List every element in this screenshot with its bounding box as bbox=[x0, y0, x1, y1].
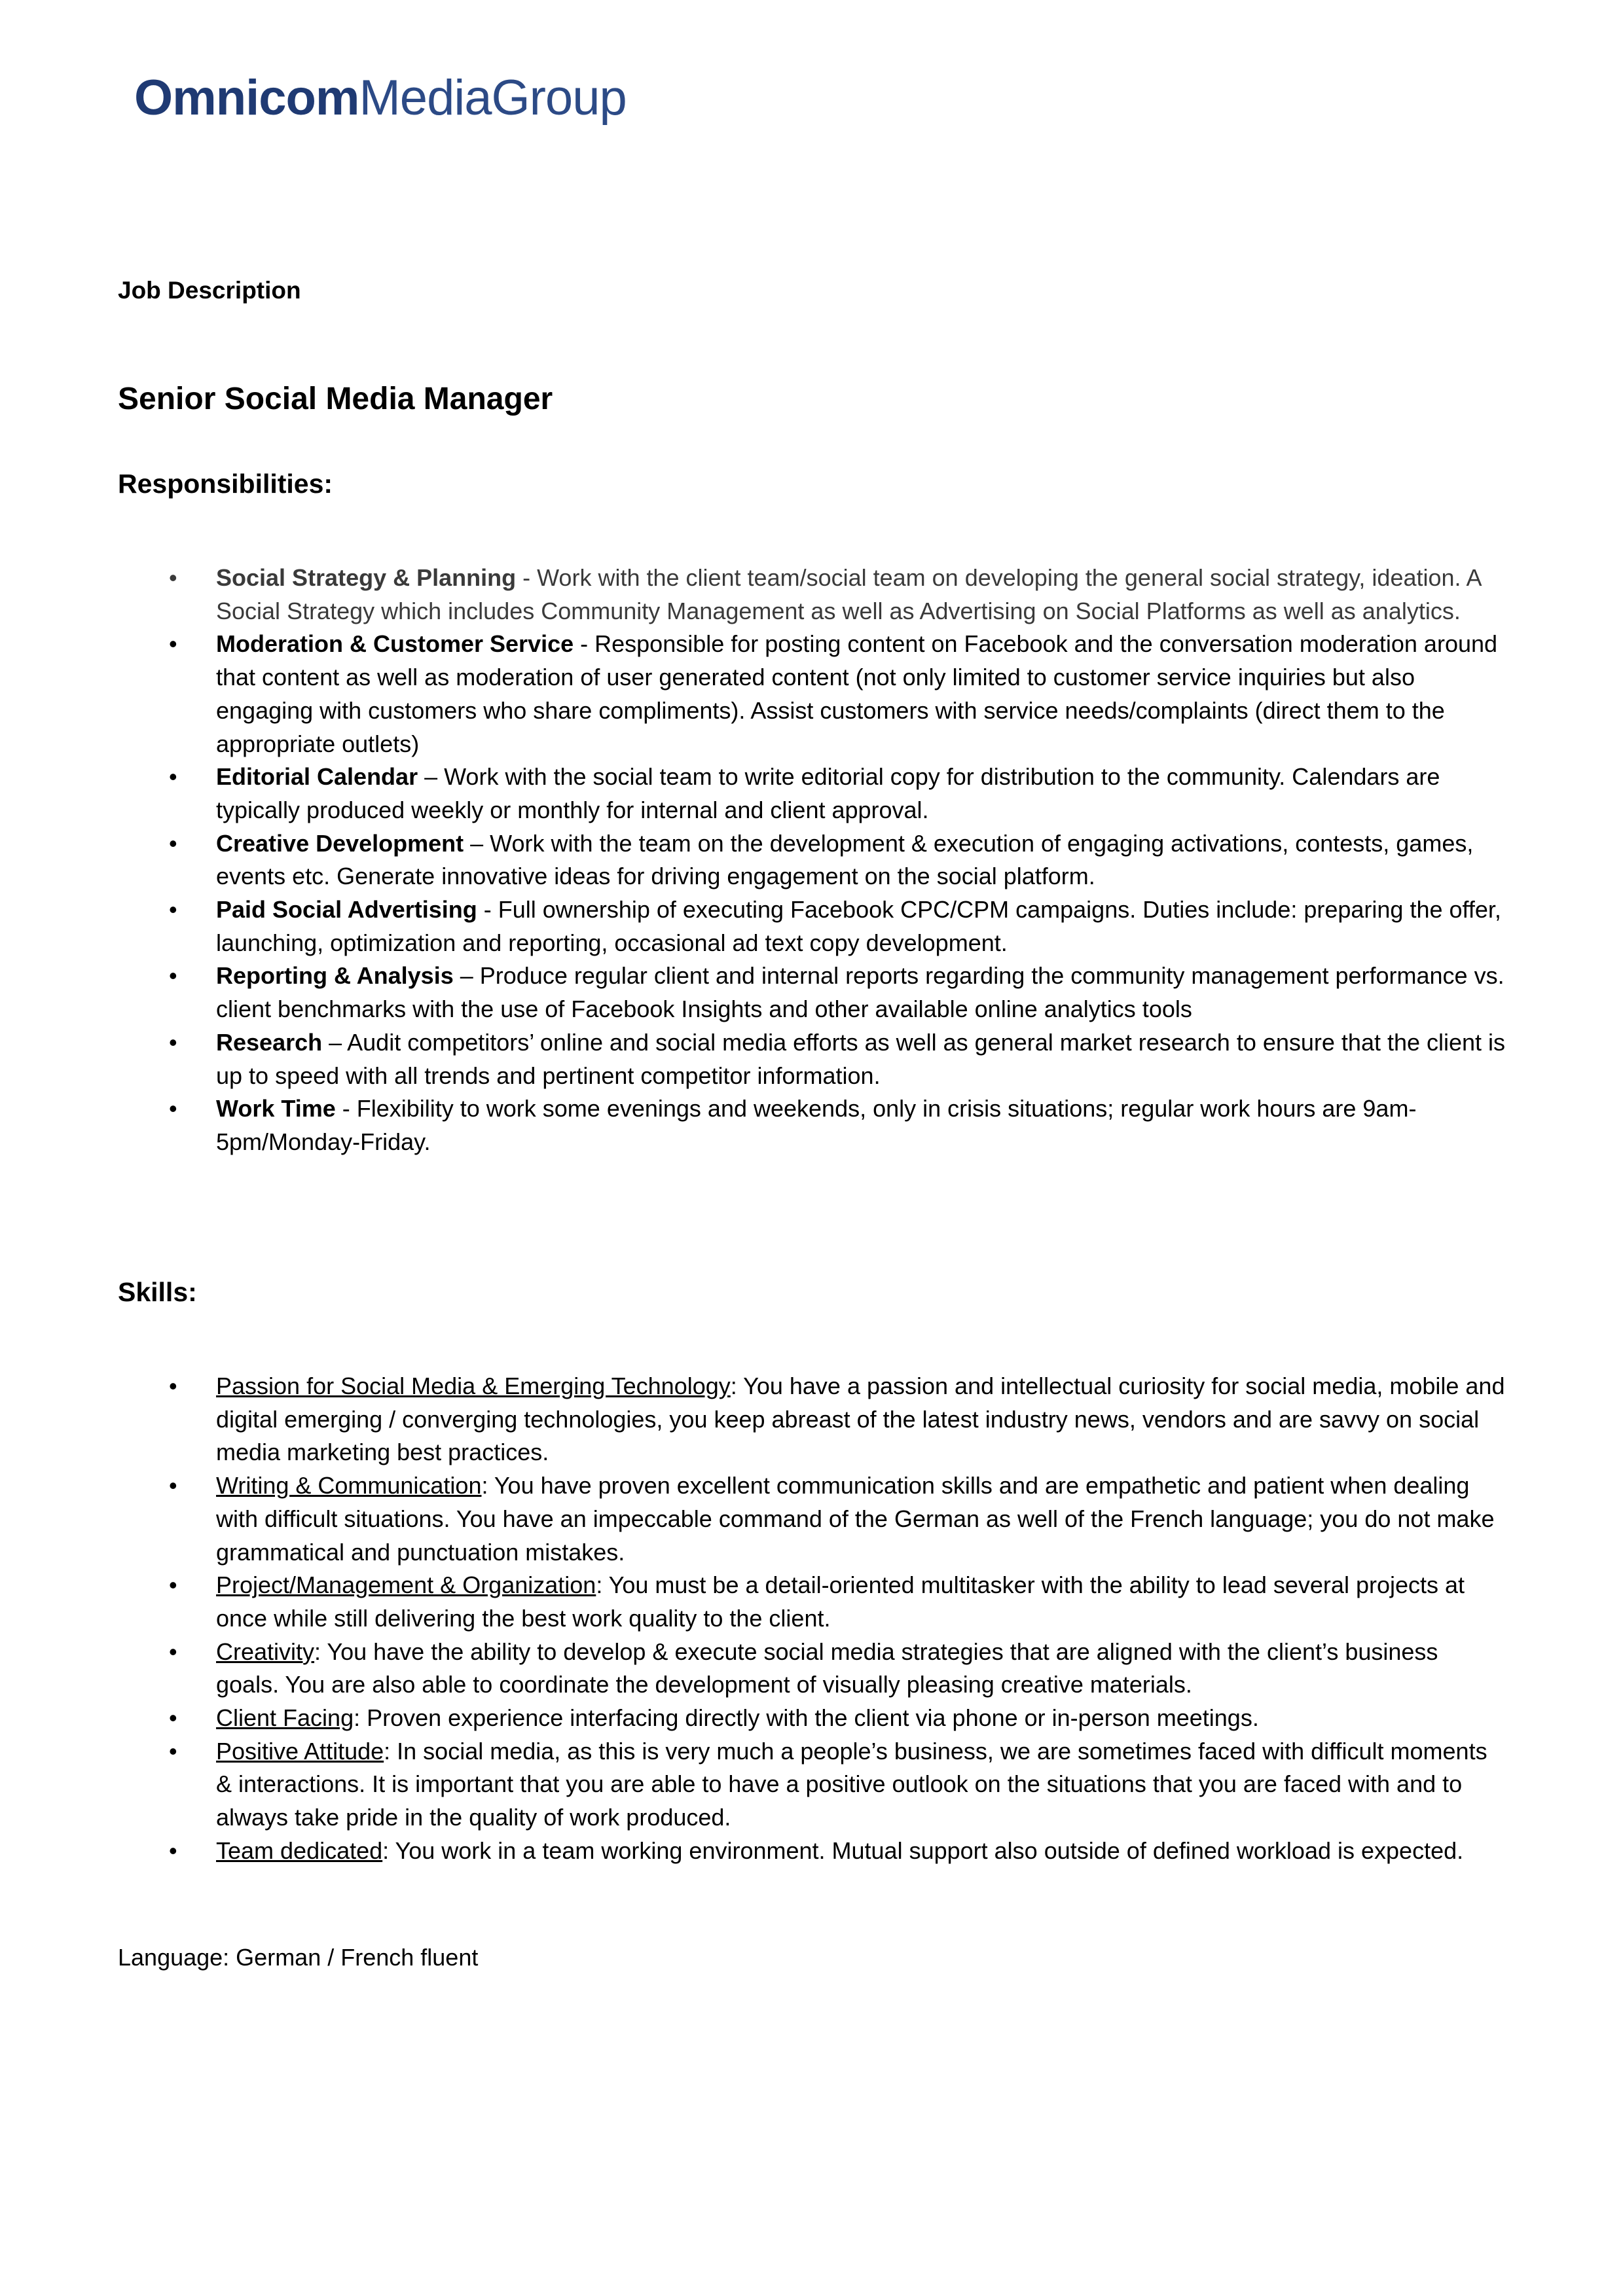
responsibility-item bbox=[118, 1026, 1506, 1092]
skill-description: : You have the ability to develop & execute social media strategies that are aligned with the client’s business goals. You are also able to coordinate the development of visually pleasing creative materials. bbox=[216, 1638, 1438, 1698]
skill-description: : Proven experience interfacing directly with the client via phone or in-person meetings. bbox=[354, 1704, 1259, 1732]
skill-term: Positive Attitude bbox=[216, 1737, 384, 1765]
responsibility-item bbox=[118, 827, 1506, 893]
bullet-icon: • bbox=[169, 564, 177, 591]
bullet-icon: • bbox=[169, 1837, 177, 1864]
responsibility-term: Moderation & Customer Service bbox=[216, 630, 574, 658]
responsibility-term: Reporting & Analysis bbox=[216, 962, 454, 990]
bullet-icon: • bbox=[169, 1704, 177, 1732]
responsibility-description: – Produce regular client and internal reports regarding the community management performance vs. client benchmarks with the use of Facebook Insights and other available online analytics tools bbox=[216, 962, 1504, 1023]
skill-term: Team dedicated bbox=[216, 1837, 383, 1864]
bullet-icon: • bbox=[169, 829, 177, 857]
responsibility-item bbox=[118, 562, 1506, 628]
skill-description: : In social media, as this is very much a people’s business, we are sometimes faced with difficult moments & interactions. It is important that you are able to have a positive outlook on the situations that you are faced with and to always take pride in the quality of work produced. bbox=[216, 1737, 1487, 1831]
omnicom-media-group-logo bbox=[134, 65, 627, 131]
responsibility-term: Work Time bbox=[216, 1095, 336, 1122]
skill-item bbox=[118, 1370, 1506, 1469]
skill-description: : You have proven excellent communication skills and are empathetic and patient when dealing with difficult situations. You have an impeccable command of the German as well of the French language; you do not make grammatical and punctuation mistakes. bbox=[216, 1472, 1495, 1566]
skill-item bbox=[118, 1735, 1506, 1835]
logo-text-omnicom: Omnicom bbox=[134, 70, 359, 126]
skill-description: : You have a passion and intellectual curiosity for social media, mobile and digital emerging / converging technologies, you keep abreast of the latest industry news, vendors and are savvy on social media marketing best practices. bbox=[216, 1372, 1505, 1466]
skill-item bbox=[118, 1702, 1506, 1735]
job-title: Senior Social Media Manager bbox=[118, 382, 553, 416]
responsibility-term: Paid Social Advertising bbox=[216, 896, 477, 924]
responsibility-description: – Work with the social team to write editorial copy for distribution to the community. Calendars are typically produced weekly or monthly for internal and client approval. bbox=[216, 763, 1440, 823]
skills-heading: Skills: bbox=[118, 1277, 197, 1307]
skill-term: Writing & Communication bbox=[216, 1472, 482, 1499]
bullet-icon: • bbox=[169, 1571, 177, 1599]
responsibility-item bbox=[118, 761, 1506, 827]
skill-item bbox=[118, 1569, 1506, 1635]
responsibilities-list bbox=[118, 562, 1506, 1159]
responsibility-term: Editorial Calendar bbox=[216, 763, 418, 791]
bullet-icon: • bbox=[169, 1372, 177, 1399]
bullet-icon: • bbox=[169, 763, 177, 791]
skill-term: Client Facing bbox=[216, 1704, 354, 1732]
bullet-icon: • bbox=[169, 1028, 177, 1056]
responsibility-description: – Audit competitors’ online and social media efforts as well as general market research to ensure that the client is up to speed with all trends and pertinent competitor information. bbox=[216, 1028, 1506, 1089]
skill-term: Project/Management & Organization bbox=[216, 1571, 596, 1599]
skill-description: : You work in a team working environment. Mutual support also outside of defined workload is expected. bbox=[382, 1837, 1464, 1864]
responsibility-description: - Full ownership of executing Facebook CPC/CPM campaigns. Duties include: preparing the offer, launching, optimization and reporting, occasional ad text copy development. bbox=[216, 896, 1501, 956]
bullet-icon: • bbox=[169, 1638, 177, 1665]
responsibility-term: Research bbox=[216, 1028, 323, 1056]
responsibility-description: - Flexibility to work some evenings and weekends, only in crisis situations; regular work hours are 9am-5pm/Monday-Friday. bbox=[216, 1095, 1417, 1155]
bullet-icon: • bbox=[169, 1095, 177, 1122]
skill-term: Creativity bbox=[216, 1638, 315, 1665]
skill-item bbox=[118, 1469, 1506, 1569]
logo-text-mediagroup: MediaGroup bbox=[359, 70, 627, 126]
responsibility-term: Creative Development bbox=[216, 829, 464, 857]
skills-list bbox=[118, 1370, 1506, 1868]
responsibility-description: – Work with the team on the development & execution of engaging activations, contests, games, events etc. Generate innovative ideas for driving engagement on the social platform. bbox=[216, 829, 1474, 890]
bullet-icon: • bbox=[169, 896, 177, 924]
responsibility-item bbox=[118, 628, 1506, 761]
bullet-icon: • bbox=[169, 1737, 177, 1765]
responsibilities-heading: Responsibilities: bbox=[118, 469, 333, 499]
responsibility-item bbox=[118, 960, 1506, 1026]
responsibility-description: - Responsible for posting content on Facebook and the conversation moderation around that content as well as moderation of user generated content (not only limited to customer service inquiries but also engaging with customers who share compliments). Assist customers with service needs/complaints (direct them to the appropriate outlets) bbox=[216, 630, 1498, 757]
responsibility-description: - Work with the client team/social team on developing the general social strategy, ideation. A Social Strategy which includes Community Management as well as Advertising on Social Platforms as well as analytics. bbox=[216, 564, 1481, 624]
bullet-icon: • bbox=[169, 962, 177, 990]
bullet-icon: • bbox=[169, 630, 177, 658]
language-requirement: Language: German / French fluent bbox=[118, 1944, 479, 1971]
skill-item bbox=[118, 1636, 1506, 1702]
document-label: Job Description bbox=[118, 277, 301, 304]
responsibility-item bbox=[118, 893, 1506, 960]
skill-term: Passion for Social Media & Emerging Technology bbox=[216, 1372, 731, 1399]
responsibility-term: Social Strategy & Planning bbox=[216, 564, 517, 591]
skill-item bbox=[118, 1835, 1506, 1868]
bullet-icon: • bbox=[169, 1472, 177, 1499]
responsibility-item bbox=[118, 1092, 1506, 1158]
skill-description: : You must be a detail-oriented multitasker with the ability to lead several projects at once while still delivering the best work quality to the client. bbox=[216, 1571, 1465, 1632]
